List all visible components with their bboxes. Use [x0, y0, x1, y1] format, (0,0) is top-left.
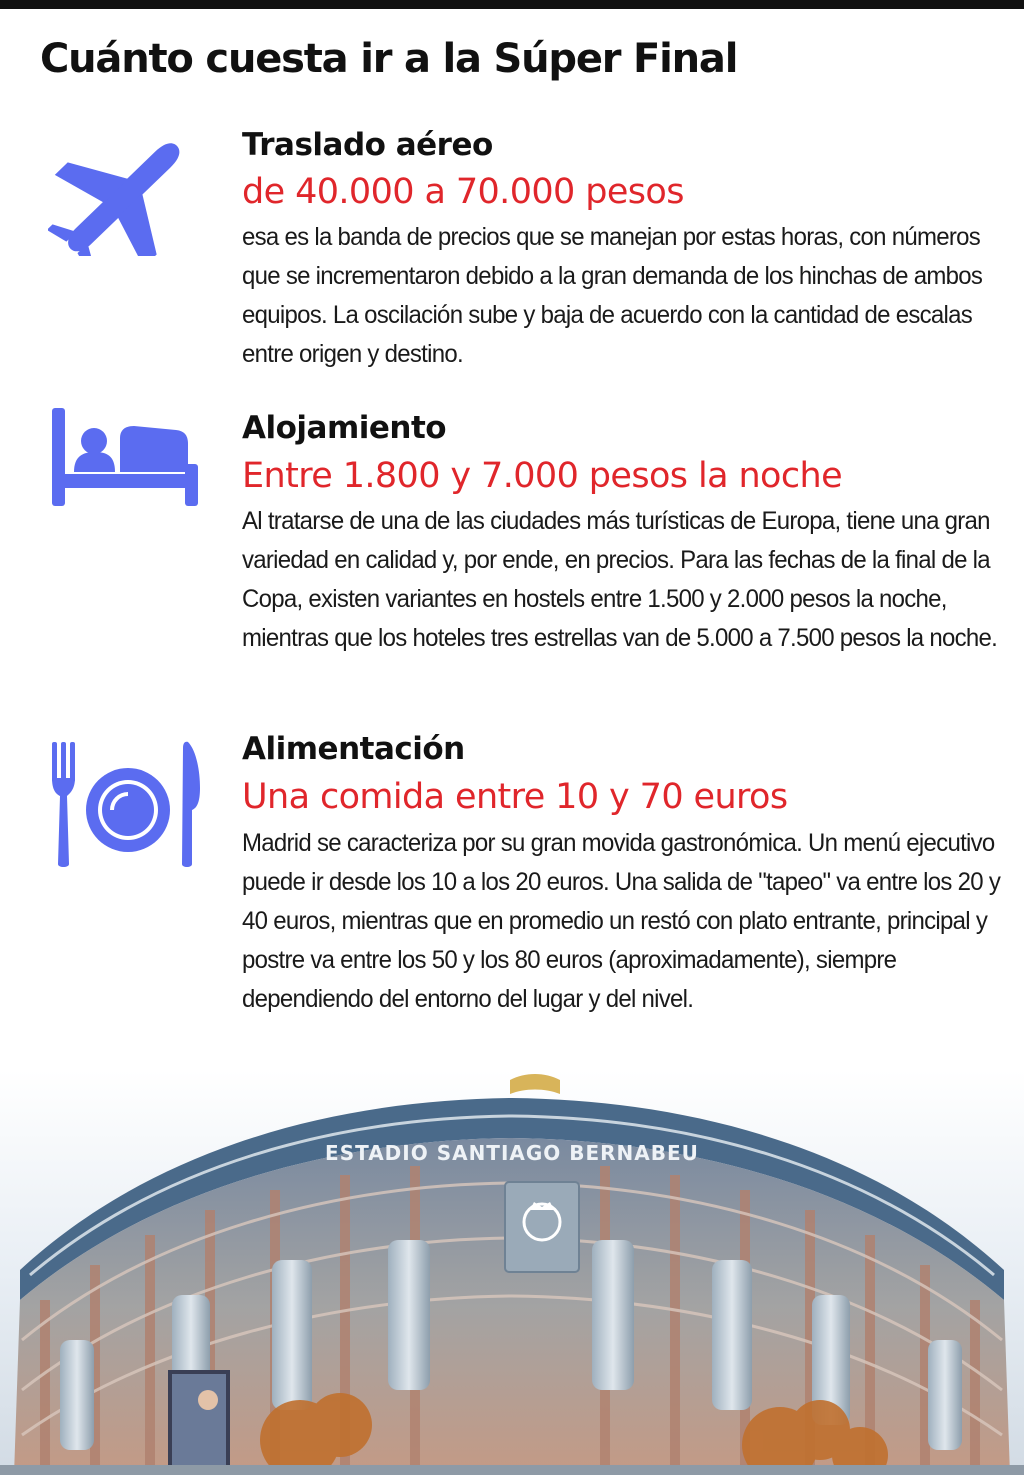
section-price: Entre 1.800 y 7.000 pesos la noche	[242, 456, 842, 496]
fork-plate-knife-icon	[50, 740, 202, 870]
section-price: de 40.000 a 70.000 pesos	[242, 172, 684, 212]
section-body: Madrid se caracteriza por su gran movida gastronómica. Un menú ejecutivo puede ir desde los 10 a los 20 euros. Una salida de "tapeo" va entre los 20 y 40 euros, mientras que en promedio un restó con plato entrante, principal y postre va entre los 50 y los 80 euros (aproximadamente), siempre dependiendo del entorno del lugar y del nivel.	[242, 829, 1001, 1013]
stadium-photo	[0, 1070, 1024, 1475]
airplane-icon	[48, 138, 198, 256]
top-rule	[0, 0, 1024, 9]
section-title: Alojamiento	[242, 410, 447, 446]
section-price: Una comida entre 10 y 70 euros	[242, 777, 788, 817]
bed-icon	[52, 408, 202, 506]
section-body: esa es la banda de precios que se manejan por estas horas, con números que se incrementaron debido a la gran demanda de los hinchas de ambos equipos. La oscilación sube y baja de acuerdo con la cantidad de escalas entre origen y destino.	[242, 223, 983, 368]
page-title: Cuánto cuesta ir a la Súper Final	[40, 36, 738, 82]
section-title: Alimentación	[242, 731, 465, 767]
section-body: Al tratarse de una de las ciudades más turísticas de Europa, tiene una gran variedad en calidad y, por ende, en precios. Para las fechas de la final de la Copa, existen variantes en hostels entre 1.500 y 2.000 pesos la noche, mientras que los hoteles tres estrellas van de 5.000 a 7.500 pesos la noche.	[242, 507, 998, 652]
stadium-sign: ESTADIO SANTIAGO BERNABEU	[325, 1141, 699, 1165]
section-title: Traslado aéreo	[242, 127, 493, 163]
